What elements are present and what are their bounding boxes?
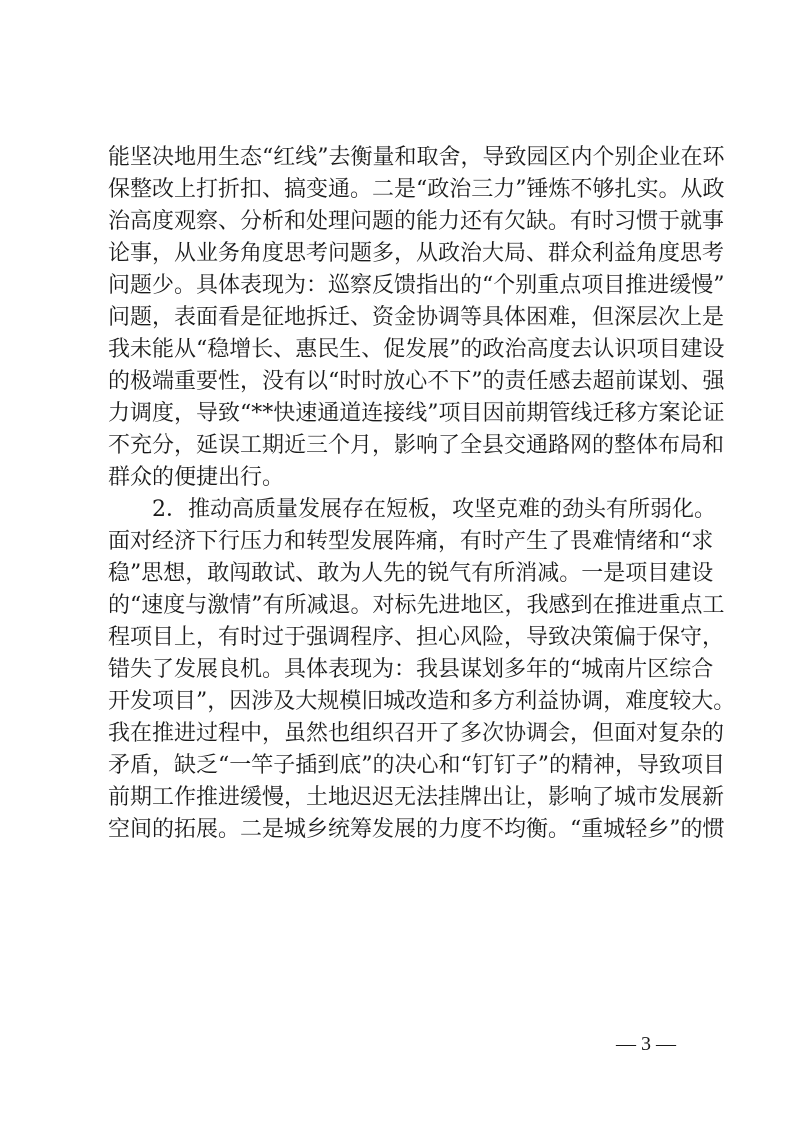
text-line: 不充分，延误工期近三个月，影响了全县交通路网的整体布局和 xyxy=(108,433,725,458)
paragraph-2 xyxy=(108,494,736,846)
page-number: — 3 — xyxy=(616,1033,676,1055)
text-line: 力调度，导致“**快速通道连接线”项目因前期管线迁移方案论证 xyxy=(108,401,725,426)
text-line: 论事，从业务角度思考问题多，从政治大局、群众利益角度思考 xyxy=(108,241,725,266)
text-line: 问题少。具体表现为：巡察反馈指出的“个别重点项目推进缓慢” xyxy=(108,273,725,298)
text-line: 错失了发展良机。具体表现为：我县谋划多年的“城南片区综合 xyxy=(108,657,714,682)
text-line: 保整改上打折扣、搞变通。二是“政治三力”锤炼不够扎实。从政 xyxy=(108,177,725,202)
text-line: 群众的便捷出行。 xyxy=(108,465,285,490)
text-line: 稳”思想，敢闯敢试、敢为人先的锐气有所消减。一是项目建设 xyxy=(108,561,714,586)
text-line: 开发项目”，因涉及大规模旧城改造和多方利益协调，难度较大。 xyxy=(108,689,736,714)
text-line: 面对经济下行压力和转型发展阵痛，有时产生了畏难情绪和“求 xyxy=(108,529,714,554)
section-heading-line: 2．推动高质量发展存在短板，攻坚克难的劲头有所弱化。 xyxy=(152,497,716,522)
text-line: 治高度观察、分析和处理问题的能力还有欠缺。有时习惯于就事 xyxy=(108,209,725,234)
text-line: 空间的拓展。二是城乡统筹发展的力度不均衡。“重城轻乡”的惯 xyxy=(108,817,725,842)
text-line: 矛盾，缺乏“一竿子插到底”的决心和“钉钉子”的精神，导致项目 xyxy=(108,753,725,778)
text-line: 的极端重要性，没有以“时时放心不下”的责任感去超前谋划、强 xyxy=(108,369,725,394)
paragraph-1 xyxy=(108,142,725,494)
body-text xyxy=(108,142,736,846)
text-line: 我未能从“稳增长、惠民生、促发展”的政治高度去认识项目建设 xyxy=(108,337,725,362)
text-line: 的“速度与激情”有所减退。对标先进地区，我感到在推进重点工 xyxy=(108,593,725,618)
text-line: 问题，表面看是征地拆迁、资金协调等具体困难，但深层次上是 xyxy=(108,305,725,330)
text-line: 程项目上，有时过于强调程序、担心风险，导致决策偏于保守， xyxy=(108,625,725,650)
text-line: 能坚决地用生态“红线”去衡量和取舍，导致园区内个别企业在环 xyxy=(108,145,725,170)
text-line: 前期工作推进缓慢，土地迟迟无法挂牌出让，影响了城市发展新 xyxy=(108,785,725,810)
text-line: 我在推进过程中，虽然也组织召开了多次协调会，但面对复杂的 xyxy=(108,721,725,746)
